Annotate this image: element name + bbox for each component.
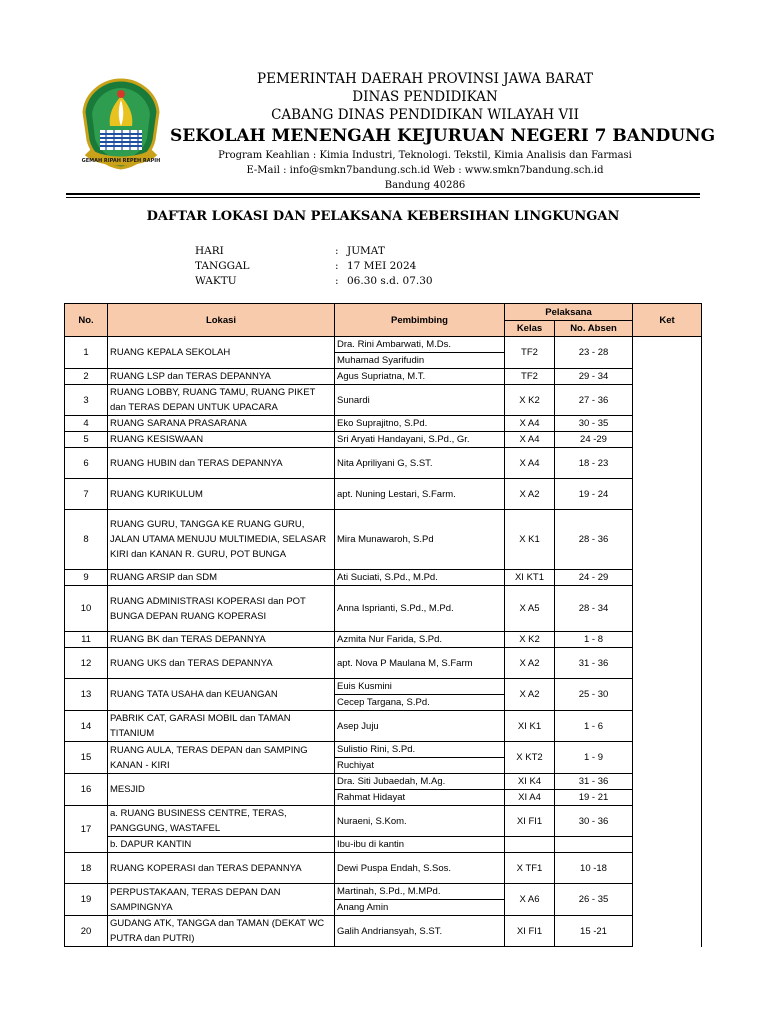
gov-line-department: DINAS PENDIDIKAN bbox=[352, 89, 498, 105]
cell-lokasi: RUANG LSP dan TERAS DEPANNYA bbox=[108, 369, 335, 385]
meta-separator: : bbox=[335, 260, 339, 272]
cell-pembimbing: Anang Amin bbox=[335, 900, 505, 916]
jawa-barat-emblem-icon bbox=[78, 78, 164, 170]
cell-kelas: X A2 bbox=[505, 479, 555, 510]
cell-absen: 28 - 36 bbox=[555, 510, 633, 570]
cell-no: 4 bbox=[65, 416, 108, 432]
school-name: SEKOLAH MENENGAH KEJURUAN NEGERI 7 BANDUNG bbox=[170, 126, 716, 146]
cell-absen: 1 - 8 bbox=[555, 632, 633, 648]
cell-no: 18 bbox=[65, 853, 108, 884]
table-row bbox=[65, 586, 702, 632]
cell-pembimbing: Sunardi bbox=[335, 385, 505, 416]
cell-kelas: X A4 bbox=[505, 416, 555, 432]
table-subrow bbox=[65, 837, 702, 853]
gov-line-branch: CABANG DINAS PENDIDIKAN WILAYAH VII bbox=[271, 107, 579, 123]
cell-kelas: XI FI1 bbox=[505, 916, 555, 947]
cell-kelas: X A2 bbox=[505, 648, 555, 679]
cell-kelas: TF2 bbox=[505, 369, 555, 385]
table-row bbox=[65, 416, 702, 432]
cell-lokasi: RUANG ARSIP dan SDM bbox=[108, 570, 335, 586]
cell-no: 2 bbox=[65, 369, 108, 385]
cell-absen: 30 - 35 bbox=[555, 416, 633, 432]
cell-no: 15 bbox=[65, 742, 108, 774]
table-row bbox=[65, 337, 702, 353]
cell-kelas: X A4 bbox=[505, 432, 555, 448]
cell-kelas: X TF1 bbox=[505, 853, 555, 884]
cell-pembimbing: apt. Nova P Maulana M, S.Farm bbox=[335, 648, 505, 679]
cell-no: 17 bbox=[65, 806, 108, 853]
cell-absen: 24 - 29 bbox=[555, 570, 633, 586]
cell-no: 10 bbox=[65, 586, 108, 632]
cell-absen-empty bbox=[555, 837, 633, 853]
cell-pembimbing: Dra. Rini Ambarwati, M.Ds. bbox=[335, 337, 505, 353]
cell-lokasi: RUANG BK dan TERAS DEPANNYA bbox=[108, 632, 335, 648]
cell-kelas: XI KT1 bbox=[505, 570, 555, 586]
meta-separator: : bbox=[335, 275, 339, 287]
cell-kelas-empty bbox=[505, 837, 555, 853]
cell-absen: 19 - 21 bbox=[555, 790, 633, 806]
gov-line-province: PEMERINTAH DAERAH PROVINSI JAWA BARAT bbox=[257, 71, 593, 87]
cell-no: 3 bbox=[65, 385, 108, 416]
cell-pembimbing: Rahmat Hidayat bbox=[335, 790, 505, 806]
cell-lokasi: RUANG TATA USAHA dan KEUANGAN bbox=[108, 679, 335, 711]
cell-pembimbing: Mira Munawaroh, S.Pd bbox=[335, 510, 505, 570]
cell-lokasi: MESJID bbox=[108, 774, 335, 806]
cell-kelas: XI K1 bbox=[505, 711, 555, 742]
cell-kelas: TF2 bbox=[505, 337, 555, 369]
cell-kelas: X A5 bbox=[505, 586, 555, 632]
cell-lokasi: GUDANG ATK, TANGGA dan TAMAN (DEKAT WC PUTRA dan PUTRI) bbox=[108, 916, 335, 947]
cell-kelas: X A2 bbox=[505, 679, 555, 711]
cell-kelas: XI K4 bbox=[505, 774, 555, 790]
cell-lokasi: RUANG AULA, TERAS DEPAN dan SAMPING KANAN - KIRI bbox=[108, 742, 335, 774]
cell-pembimbing: Agus Supriatna, M.T. bbox=[335, 369, 505, 385]
cell-lokasi: PABRIK CAT, GARASI MOBIL dan TAMAN TITANIUM bbox=[108, 711, 335, 742]
cell-no: 6 bbox=[65, 448, 108, 479]
cell-no: 20 bbox=[65, 916, 108, 947]
cell-no: 19 bbox=[65, 884, 108, 916]
cell-pembimbing: Muhamad Syarifudin bbox=[335, 353, 505, 369]
cell-absen: 15 -21 bbox=[555, 916, 633, 947]
cell-absen: 25 - 30 bbox=[555, 679, 633, 711]
cell-absen: 29 - 34 bbox=[555, 369, 633, 385]
cell-kelas: X KT2 bbox=[505, 742, 555, 774]
cell-kelas: XI A4 bbox=[505, 790, 555, 806]
cell-pembimbing: Ati Suciati, S.Pd., M.Pd. bbox=[335, 570, 505, 586]
table-row bbox=[65, 510, 702, 570]
cell-absen: 31 - 36 bbox=[555, 648, 633, 679]
cell-absen: 10 -18 bbox=[555, 853, 633, 884]
meta-value: 06.30 s.d. 07.30 bbox=[347, 275, 433, 287]
cell-pembimbing: Euis Kusmini bbox=[335, 679, 505, 695]
cell-pembimbing: Cecep Targana, S.Pd. bbox=[335, 695, 505, 711]
table-row bbox=[65, 742, 702, 758]
cell-absen: 1 - 6 bbox=[555, 711, 633, 742]
header-pembimbing: Pembimbing bbox=[335, 304, 505, 337]
cell-pembimbing: Ibu-ibu di kantin bbox=[335, 837, 505, 853]
table-row bbox=[65, 774, 702, 790]
table-row bbox=[65, 711, 702, 742]
cell-no: 13 bbox=[65, 679, 108, 711]
cell-no: 9 bbox=[65, 570, 108, 586]
header-lokasi: Lokasi bbox=[108, 304, 335, 337]
cell-lokasi: PERPUSTAKAAN, TERAS DEPAN DAN SAMPINGNYA bbox=[108, 884, 335, 916]
cell-absen: 31 - 36 bbox=[555, 774, 633, 790]
table-row bbox=[65, 385, 702, 416]
city-line: Bandung 40286 bbox=[384, 180, 466, 191]
cell-absen: 26 - 35 bbox=[555, 884, 633, 916]
cell-absen: 19 - 24 bbox=[555, 479, 633, 510]
cell-lokasi-b: b. DAPUR KANTIN bbox=[108, 837, 335, 853]
cell-lokasi: RUANG ADMINISTRASI KOPERASI dan POT BUNGA DEPAN RUANG KOPERASI bbox=[108, 586, 335, 632]
header-pelaksana: Pelaksana bbox=[505, 304, 633, 321]
meta-value: 17 MEI 2024 bbox=[347, 260, 417, 272]
cell-lokasi: a. RUANG BUSINESS CENTRE, TERAS, PANGGUNG, WASTAFEL bbox=[108, 806, 335, 837]
cell-no: 7 bbox=[65, 479, 108, 510]
table-row bbox=[65, 853, 702, 884]
cell-kelas: X A6 bbox=[505, 884, 555, 916]
cell-absen: 1 - 9 bbox=[555, 742, 633, 774]
cell-pembimbing: Nuraeni, S.Kom. bbox=[335, 806, 505, 837]
cell-lokasi: RUANG GURU, TANGGA KE RUANG GURU, JALAN UTAMA MENUJU MULTIMEDIA, SELASAR KIRI dan KANAN R. GURU, POT BUNGA bbox=[108, 510, 335, 570]
program-line: Program Keahlian : Kimia Industri, Teknologi. Tekstil, Kimia Analisis dan Farmasi bbox=[218, 150, 632, 161]
cell-lokasi: RUANG SARANA PRASARANA bbox=[108, 416, 335, 432]
table-row bbox=[65, 432, 702, 448]
cell-pembimbing: Martinah, S.Pd., M.MPd. bbox=[335, 884, 505, 900]
cell-absen: 28 - 34 bbox=[555, 586, 633, 632]
cell-lokasi: RUANG LOBBY, RUANG TAMU, RUANG PIKET dan TERAS DEPAN UNTUK UPACARA bbox=[108, 385, 335, 416]
table-row bbox=[65, 632, 702, 648]
table-row bbox=[65, 916, 702, 947]
cell-lokasi: RUANG KEPALA SEKOLAH bbox=[108, 337, 335, 369]
cell-pembimbing: Sulistio Rini, S.Pd. bbox=[335, 742, 505, 758]
header-kelas: Kelas bbox=[505, 321, 555, 337]
meta-label: HARI bbox=[195, 245, 224, 257]
cell-kelas: X A4 bbox=[505, 448, 555, 479]
cell-lokasi: RUANG HUBIN dan TERAS DEPANNYA bbox=[108, 448, 335, 479]
cell-lokasi: RUANG KOPERASI dan TERAS DEPANNYA bbox=[108, 853, 335, 884]
cell-pembimbing: Azmita Nur Farida, S.Pd. bbox=[335, 632, 505, 648]
cell-no: 16 bbox=[65, 774, 108, 806]
cell-no: 11 bbox=[65, 632, 108, 648]
cell-pembimbing: Anna Isprianti, S.Pd., M.Pd. bbox=[335, 586, 505, 632]
cell-ket bbox=[633, 337, 702, 947]
table-row bbox=[65, 448, 702, 479]
cell-lokasi: RUANG UKS dan TERAS DEPANNYA bbox=[108, 648, 335, 679]
cell-no: 14 bbox=[65, 711, 108, 742]
logo-motto: GEMAH RIPAH REPEH RAPIH bbox=[81, 158, 161, 164]
cell-pembimbing: Nita Apriliyani G, S.ST. bbox=[335, 448, 505, 479]
cell-kelas: X K2 bbox=[505, 385, 555, 416]
header-no-absen: No. Absen bbox=[555, 321, 633, 337]
document-title: DAFTAR LOKASI DAN PELAKSANA KEBERSIHAN LINGKUNGAN bbox=[146, 209, 620, 224]
cell-lokasi: RUANG KESISWAAN bbox=[108, 432, 335, 448]
meta-label: WAKTU bbox=[195, 275, 237, 287]
meta-label: TANGGAL bbox=[195, 260, 250, 272]
cell-pembimbing: Eko Suprajitno, S.Pd. bbox=[335, 416, 505, 432]
cell-absen: 24 -29 bbox=[555, 432, 633, 448]
cell-lokasi: RUANG KURIKULUM bbox=[108, 479, 335, 510]
cell-absen: 30 - 36 bbox=[555, 806, 633, 837]
meta-separator: : bbox=[335, 245, 339, 257]
cell-pembimbing: Galih Andriansyah, S.ST. bbox=[335, 916, 505, 947]
cell-no: 1 bbox=[65, 337, 108, 369]
cell-pembimbing: Ruchiyat bbox=[335, 758, 505, 774]
header-ket: Ket bbox=[633, 304, 702, 337]
cell-absen: 23 - 28 bbox=[555, 337, 633, 369]
cell-absen: 27 - 36 bbox=[555, 385, 633, 416]
cell-pembimbing: Asep Juju bbox=[335, 711, 505, 742]
letterhead-divider-thin bbox=[66, 197, 700, 198]
location-table bbox=[64, 303, 702, 947]
header-no: No. bbox=[65, 304, 108, 337]
meta-value: JUMAT bbox=[347, 245, 385, 257]
cell-kelas: XI FI1 bbox=[505, 806, 555, 837]
letterhead-divider bbox=[66, 193, 700, 195]
cell-pembimbing: Dewi Puspa Endah, S.Sos. bbox=[335, 853, 505, 884]
cell-pembimbing: Dra. Siti Jubaedah, M.Ag. bbox=[335, 774, 505, 790]
cell-pembimbing: apt. Nuning Lestari, S.Farm. bbox=[335, 479, 505, 510]
cell-no: 8 bbox=[65, 510, 108, 570]
table-row bbox=[65, 369, 702, 385]
cell-no: 12 bbox=[65, 648, 108, 679]
table-row bbox=[65, 806, 702, 837]
table-row bbox=[65, 570, 702, 586]
cell-kelas: X K2 bbox=[505, 632, 555, 648]
contact-line: E-Mail : info@smkn7bandung.sch.id Web : www.smkn7bandung.sch.id bbox=[246, 165, 604, 176]
table-row bbox=[65, 679, 702, 695]
cell-pembimbing: Sri Aryati Handayani, S.Pd., Gr. bbox=[335, 432, 505, 448]
cell-absen: 18 - 23 bbox=[555, 448, 633, 479]
cell-no: 5 bbox=[65, 432, 108, 448]
table-row bbox=[65, 479, 702, 510]
cell-kelas: X K1 bbox=[505, 510, 555, 570]
table-row bbox=[65, 648, 702, 679]
table-row bbox=[65, 884, 702, 900]
government-heading bbox=[170, 70, 680, 124]
